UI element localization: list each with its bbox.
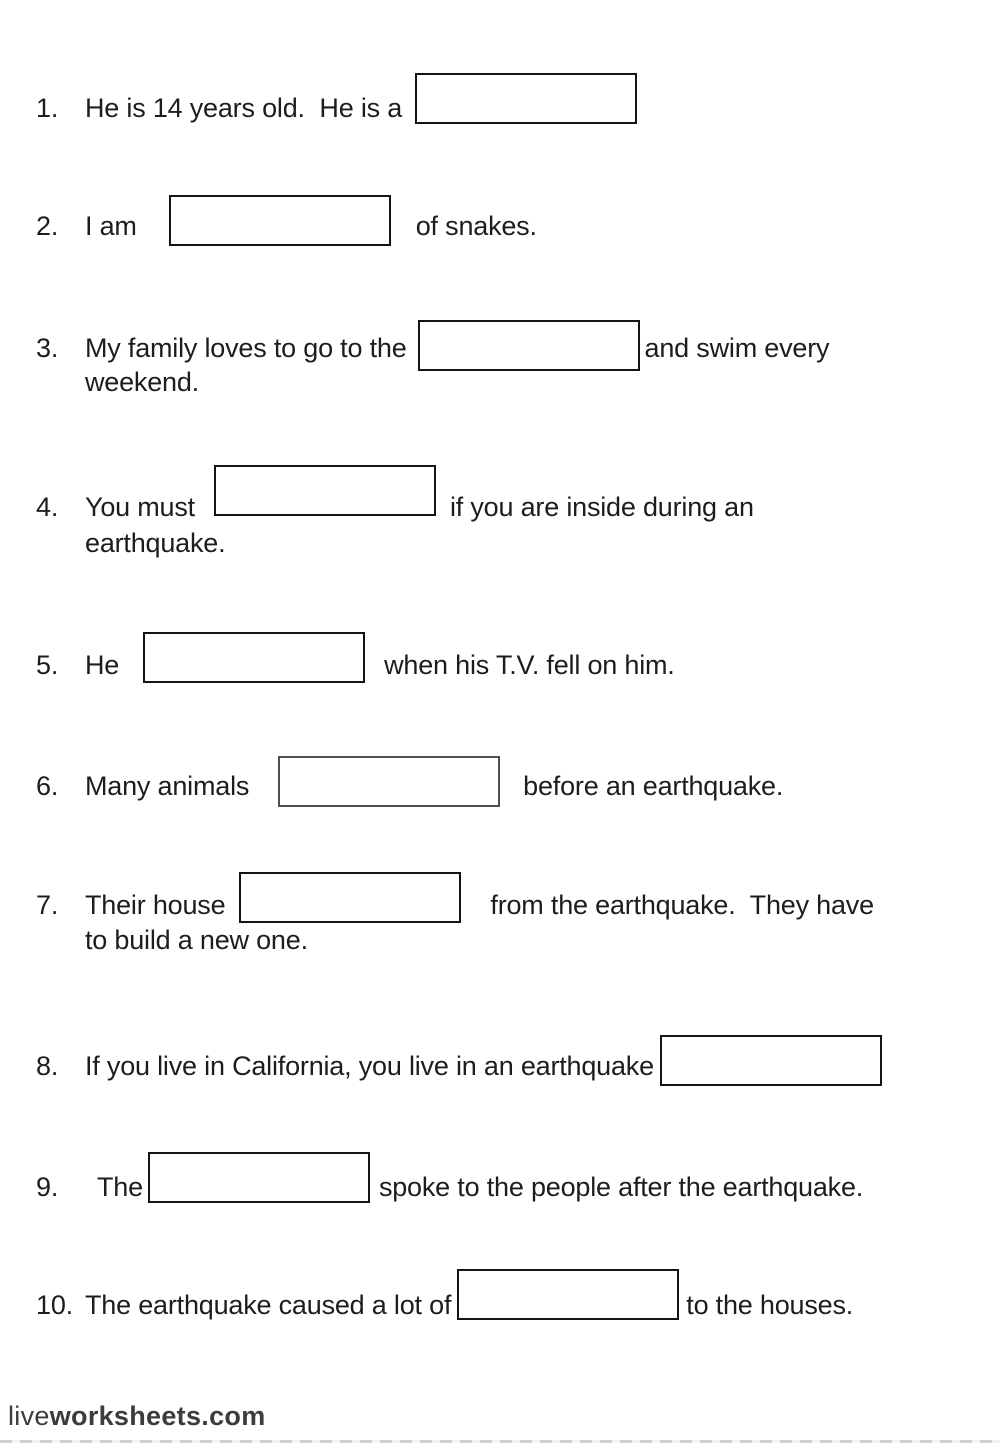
item-number: 4. xyxy=(36,491,59,522)
item-number: 8. xyxy=(36,1050,59,1081)
worksheet-item-8 xyxy=(36,1040,882,1092)
item-text-before-blank: If you live in California, you live in an earthquake xyxy=(85,1050,654,1081)
item-text-before-blank: The xyxy=(97,1171,143,1202)
brand-light-text: live xyxy=(8,1401,50,1431)
answer-blank-4[interactable] xyxy=(214,465,436,516)
item-text-after-blank: from the earthquake. They have xyxy=(490,889,874,920)
worksheet-item-4 xyxy=(36,481,754,533)
worksheet-item-2 xyxy=(36,200,537,252)
worksheet-item-10 xyxy=(36,1279,853,1331)
liveworksheets-logo xyxy=(8,1401,266,1432)
worksheet-item-5 xyxy=(36,639,675,691)
worksheet-item-6 xyxy=(36,760,783,812)
item-text-before-blank: He is 14 years old. He is a xyxy=(85,92,403,123)
item-number: 5. xyxy=(36,649,59,680)
item-number: 3. xyxy=(36,332,59,363)
item-number: 6. xyxy=(36,770,59,801)
item-7-second-line: to build a new one. xyxy=(85,925,308,955)
item-number: 9. xyxy=(36,1171,59,1202)
item-text-after-blank: to the houses. xyxy=(686,1289,854,1320)
item-text-before-blank: Many animals xyxy=(85,770,250,801)
answer-blank-1[interactable] xyxy=(415,73,637,124)
item-text-before-blank: He xyxy=(85,649,120,680)
item-number: 7. xyxy=(36,889,59,920)
item-text-before-blank: My family loves to go to the xyxy=(85,332,407,363)
item-number: 10. xyxy=(36,1289,73,1320)
answer-blank-2[interactable] xyxy=(169,195,391,246)
answer-blank-9[interactable] xyxy=(148,1152,370,1203)
answer-blank-8[interactable] xyxy=(660,1035,882,1086)
item-text-after-blank: if you are inside during an xyxy=(449,491,754,522)
answer-blank-10[interactable] xyxy=(457,1269,679,1320)
item-text-before-blank: You must xyxy=(85,491,195,522)
item-text-after-blank: before an earthquake. xyxy=(523,770,784,801)
answer-blank-3[interactable] xyxy=(418,320,640,371)
answer-blank-5[interactable] xyxy=(143,632,365,683)
item-number: 1. xyxy=(36,92,59,123)
worksheet-item-7 xyxy=(36,879,874,931)
item-text-after-blank: spoke to the people after the earthquake. xyxy=(378,1171,864,1202)
worksheet-item-9 xyxy=(36,1161,863,1213)
answer-blank-6[interactable] xyxy=(278,756,500,807)
item-text-after-blank: of snakes. xyxy=(415,210,537,241)
item-text-before-blank: I am xyxy=(85,210,137,241)
item-text-before-blank: The earthquake caused a lot of xyxy=(85,1289,452,1320)
answer-blank-7[interactable] xyxy=(239,872,461,923)
item-text-before-blank: Their house xyxy=(85,889,226,920)
item-3-second-line: weekend. xyxy=(85,367,199,397)
brand-bold-text: worksheets.com xyxy=(49,1401,266,1431)
item-text-after-blank: and swim every xyxy=(644,332,830,363)
item-number: 2. xyxy=(36,210,59,241)
item-text-after-blank: when his T.V. fell on him. xyxy=(384,649,675,680)
worksheet-item-1 xyxy=(36,82,637,134)
item-4-second-line: earthquake. xyxy=(85,528,226,558)
